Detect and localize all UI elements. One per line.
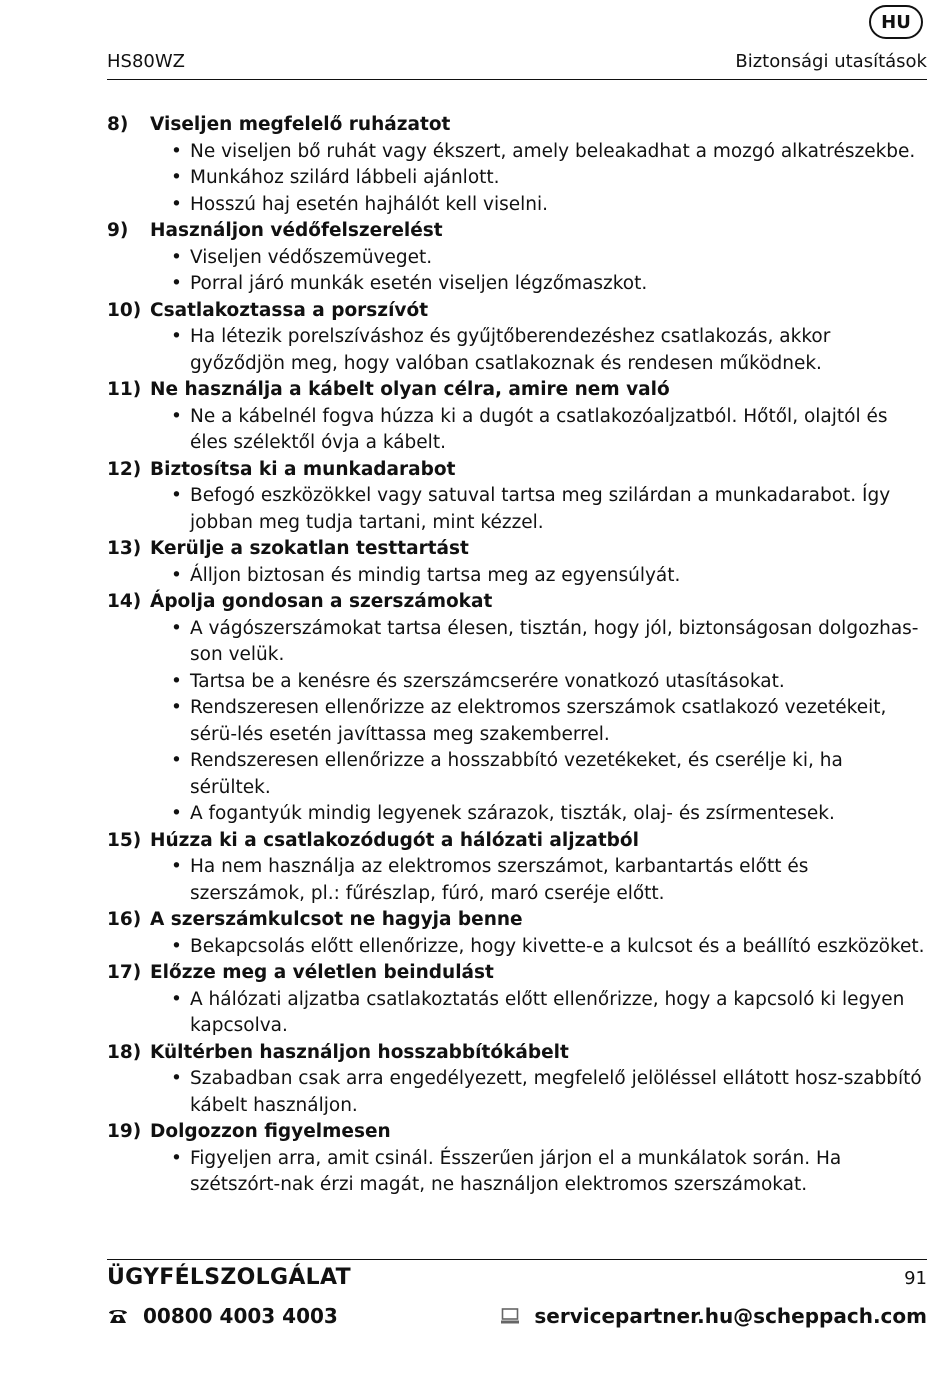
bullet-item xyxy=(171,987,927,1040)
footer-divider xyxy=(107,1259,927,1260)
section-title: Előzze meg a véletlen beindulást xyxy=(150,962,494,983)
bullet-item xyxy=(171,669,927,696)
bullet-text: Ne viseljen bő ruhát vagy ékszert, amely beleakadhat a mozgó alkatrészekbe. xyxy=(190,140,916,162)
section-number: 9) xyxy=(107,220,129,241)
telephone-icon xyxy=(107,1307,129,1325)
section-number: 13) xyxy=(107,538,142,559)
section-title: Ne használja a kábelt olyan célra, amire nem való xyxy=(150,379,670,400)
bullet-item xyxy=(171,854,927,907)
bullet-dot-icon: • xyxy=(171,193,182,215)
bullet-dot-icon: • xyxy=(171,246,182,268)
section-title: Viseljen megfelelő ruházatot xyxy=(150,114,451,135)
section-number: 10) xyxy=(107,299,142,321)
bullet-text: Figyeljen arra, amit csinál. Ésszerűen járjon el a munkálatok során. Ha szétszórt-nak érzi magát, ne használjon elektromos szerszámokat. xyxy=(190,1147,842,1195)
section-number: 18) xyxy=(107,1041,142,1063)
section-number: 12) xyxy=(107,458,142,480)
bullet-item xyxy=(171,695,927,748)
bullet-dot-icon: • xyxy=(171,564,182,586)
model-name: HS80WZ xyxy=(107,51,185,72)
section-title: Dolgozzon figyelmesen xyxy=(150,1121,391,1142)
bullet-item xyxy=(171,165,927,192)
section-number: 11) xyxy=(107,379,142,400)
page-header xyxy=(107,51,927,72)
section-heading xyxy=(107,457,927,484)
bullet-dot-icon: • xyxy=(171,750,182,771)
bullet-text: Álljon biztosan és mindig tartsa meg az egyensúlyát. xyxy=(190,564,681,586)
section-heading xyxy=(107,536,927,563)
bullet-dot-icon: • xyxy=(171,697,182,718)
section-heading xyxy=(107,1119,927,1146)
bullet-dot-icon: • xyxy=(171,856,182,877)
bullet-item xyxy=(171,616,927,669)
bullet-item xyxy=(171,404,927,457)
bullet-item xyxy=(171,139,927,166)
bullet-text: Hosszú haj esetén hajhálót kell viselni. xyxy=(190,193,548,215)
bullet-dot-icon: • xyxy=(171,485,182,506)
section-number: 14) xyxy=(107,591,142,612)
section-number: 15) xyxy=(107,829,142,851)
bullet-dot-icon: • xyxy=(171,273,182,294)
bullet-item xyxy=(171,324,927,377)
bullet-dot-icon: • xyxy=(171,670,182,692)
bullet-text: A vágószerszámokat tartsa élesen, tisztán, hogy jól, biztonságosan dolgozhas-son velük. xyxy=(190,617,919,665)
section-title: Kültérben használjon hosszabbítókábelt xyxy=(150,1041,569,1063)
section-heading xyxy=(107,960,927,987)
section-number: 19) xyxy=(107,1121,142,1142)
section-title: Biztonsági utasítások xyxy=(735,51,927,72)
bullet-dot-icon: • xyxy=(171,1147,182,1169)
contact-row xyxy=(107,1304,927,1328)
bullet-text: Viseljen védőszemüveget. xyxy=(190,246,433,268)
safety-instructions-list xyxy=(107,112,927,1199)
page-number: 91 xyxy=(904,1268,927,1289)
phone-contact xyxy=(107,1304,338,1328)
section-heading xyxy=(107,377,927,404)
bullet-item xyxy=(171,563,927,590)
bullet-text: Rendszeresen ellenőrizze a hosszabbító vezetékeket, és cserélje ki, ha sérültek. xyxy=(190,750,843,798)
section-number: 16) xyxy=(107,909,142,930)
bullet-dot-icon: • xyxy=(171,326,182,347)
bullet-item xyxy=(171,748,927,801)
bullet-text: Tartsa be a kenésre és szerszámcserére vonatkozó utasításokat. xyxy=(190,670,785,692)
bullet-dot-icon: • xyxy=(171,140,182,162)
section-heading xyxy=(107,112,927,139)
email-contact xyxy=(500,1304,927,1328)
bullet-text: Porral járó munkák esetén viseljen légzőmaszkot. xyxy=(190,273,648,294)
section-heading xyxy=(107,907,927,934)
bullet-dot-icon: • xyxy=(171,988,182,1010)
section-heading xyxy=(107,218,927,245)
section-title: Használjon védőfelszerelést xyxy=(150,220,443,241)
bullet-dot-icon: • xyxy=(171,935,182,957)
section-title: Biztosítsa ki a munkadarabot xyxy=(150,458,456,480)
bullet-dot-icon: • xyxy=(171,617,182,639)
bullet-text: Ha létezik porelszíváshoz és gyűjtőberendezéshez csatlakozás, akkor győződjön meg, hogy valóban csatlakoznak és rendesen működnek. xyxy=(190,326,831,374)
language-badge: HU xyxy=(869,5,923,39)
bullet-dot-icon: • xyxy=(171,167,182,188)
bullet-text: Szabadban csak arra engedélyezett, megfelelő jelöléssel ellátott hosz-szabbító kábelt használjon. xyxy=(190,1068,922,1116)
bullet-text: Befogó eszközökkel vagy satuval tartsa meg szilárdan a munkadarabot. Így jobban meg tudja tartani, mint kézzel. xyxy=(190,485,891,533)
bullet-text: Ne a kábelnél fogva húzza ki a dugót a csatlakozóaljzatból. Hőtől, olajtól és éles szélektől óvja a kábelt. xyxy=(190,405,888,453)
customer-service-title: ÜGYFÉLSZOLGÁLAT xyxy=(107,1265,351,1290)
bullet-text: Bekapcsolás előtt ellenőrizze, hogy kivette-e a kulcsot és a beállító eszközöket. xyxy=(190,935,925,957)
bullet-item xyxy=(171,934,927,961)
bullet-text: Munkához szilárd lábbeli ajánlott. xyxy=(190,167,500,188)
bullet-dot-icon: • xyxy=(171,1068,182,1089)
section-heading xyxy=(107,1040,927,1067)
bullet-item xyxy=(171,1066,927,1119)
section-title: Húzza ki a csatlakozódugót a hálózati aljzatból xyxy=(150,829,639,851)
section-title: Kerülje a szokatlan testtartást xyxy=(150,538,469,559)
bullet-dot-icon: • xyxy=(171,405,182,427)
phone-number: 00800 4003 4003 xyxy=(143,1304,338,1328)
bullet-item xyxy=(171,483,927,536)
bullet-item xyxy=(171,271,927,298)
bullet-text: A hálózati aljzatba csatlakoztatás előtt ellenőrizze, hogy a kapcsoló ki legyen kapcsolva. xyxy=(190,988,905,1036)
section-title: A szerszámkulcsot ne hagyja benne xyxy=(150,909,523,930)
section-title: Csatlakoztassa a porszívót xyxy=(150,299,429,321)
section-title: Ápolja gondosan a szerszámokat xyxy=(150,591,493,612)
bullet-text: A fogantyúk mindig legyenek szárazok, tiszták, olaj- és zsírmentesek. xyxy=(190,803,835,824)
header-divider xyxy=(107,79,927,80)
computer-icon xyxy=(500,1307,520,1325)
section-heading xyxy=(107,589,927,616)
section-heading xyxy=(107,298,927,325)
bullet-dot-icon: • xyxy=(171,803,182,824)
bullet-item xyxy=(171,1146,927,1199)
email-address[interactable]: servicepartner.hu@scheppach.com xyxy=(534,1304,927,1328)
section-number: 17) xyxy=(107,962,142,983)
bullet-text: Rendszeresen ellenőrizze az elektromos szerszámok csatlakozó vezetékeit, sérü-lés esetén javíttassa meg szakemberrel. xyxy=(190,697,887,745)
bullet-item xyxy=(171,801,927,828)
bullet-text: Ha nem használja az elektromos szerszámot, karbantartás előtt és szerszámok, pl.: fűrészlap, fúró, maró cseréje előtt. xyxy=(190,856,809,904)
section-number: 8) xyxy=(107,114,129,135)
section-heading xyxy=(107,828,927,855)
bullet-item xyxy=(171,245,927,272)
bullet-item xyxy=(171,192,927,219)
